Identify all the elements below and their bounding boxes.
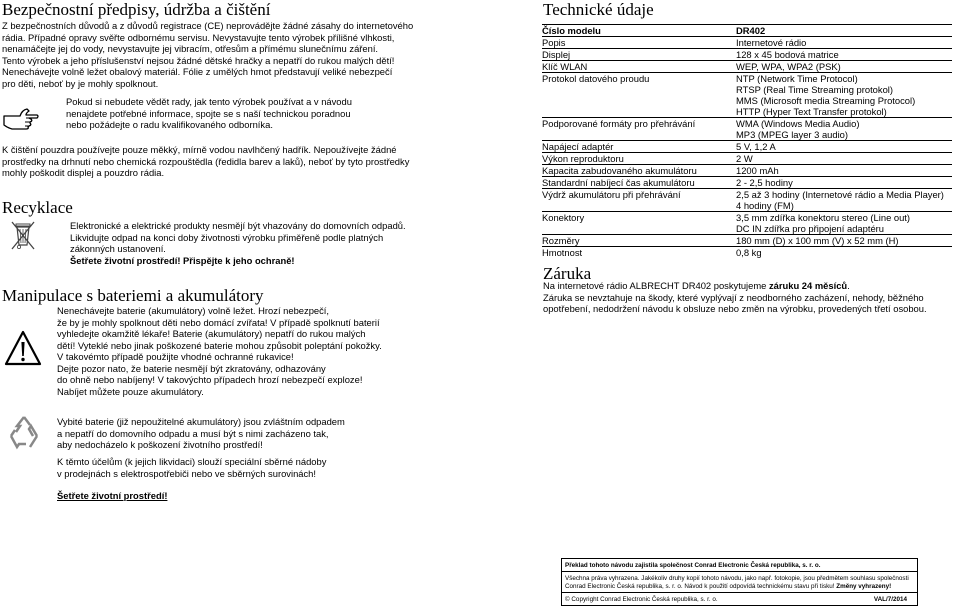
tech-label: Napájecí adaptér xyxy=(542,141,614,152)
tech-value: 4 hodiny (FM) xyxy=(736,200,794,211)
tech-value: NTP (Network Time Protocol) xyxy=(736,73,858,84)
tech-value: HTTP (Hyper Text Transfer protokol) xyxy=(736,106,887,117)
text-line: Nenechávejte volně ležet obalový materiál. Fólie z umělých hmot představují veliké nebezpečí xyxy=(2,66,393,77)
text-line: K těmto účelům (k jejich likvidaci) slouží speciální sběrné nádoby xyxy=(57,456,327,467)
tech-value: MP3 (MPEG layer 3 audio) xyxy=(736,129,849,140)
footer-rights-text-2 xyxy=(565,583,914,591)
tech-value: 5 V, 1,2 A xyxy=(736,141,776,152)
text-line: Dejte pozor nato, že baterie nesmějí být zkratovány, odhazovány xyxy=(57,362,326,374)
battery-disposal xyxy=(57,416,345,451)
battery-collection xyxy=(57,456,326,479)
footer-rights-text: Všechna práva vyhrazena. Jakékoliv druhy kopií tohoto návodu, jako např. fotokopie, jsou předmětem souhlasu společnosti xyxy=(565,575,909,582)
cleaning-paragraph xyxy=(2,144,409,179)
text-line: Tento výrobek a jeho příslušenství nejsou žádné dětské hračky a nepatří do rukou malých dětí! xyxy=(2,54,395,66)
tech-title: Technické údaje xyxy=(543,0,654,19)
tech-label: Výdrž akumulátoru při přehrávání xyxy=(542,189,681,200)
tech-row xyxy=(542,211,952,234)
tech-label: Konektory xyxy=(542,212,585,223)
text-line: nenajdete potřebné informace, spojte se s naší technickou poradnou xyxy=(66,107,351,119)
tech-value: 180 mm (D) x 100 mm (V) x 52 mm (H) xyxy=(736,235,899,246)
recycling-title: Recyklace xyxy=(2,198,73,217)
text-line: K čištění pouzdra používejte pouze měkký, mírně vodou navlhčený hadřík. Nepoužívejte žádné xyxy=(2,144,397,155)
tech-value: 3,5 mm zdířka konektoru stereo (Line out) xyxy=(736,212,911,223)
text-line: V takovémto případě použijte vhodné ochranné rukavice! xyxy=(57,351,294,362)
tech-label: Hmotnost xyxy=(542,247,583,258)
tech-value: 128 x 45 bodová matrice xyxy=(736,49,839,60)
footer-translation xyxy=(562,559,917,572)
text-line: do ohně nebo nabíjeny! V takovýchto případech hrozí nebezpečí exploze! xyxy=(57,374,363,385)
tech-value: WMA (Windows Media Audio) xyxy=(736,118,860,129)
tech-label: Displej xyxy=(542,49,571,60)
tech-label: Klíč WLAN xyxy=(542,61,588,72)
text-line: Z bezpečnostních důvodů a z důvodů registrace (CE) neprovádějte žádné zásahy do internetového xyxy=(2,20,414,31)
tech-value: 2,5 až 3 hodiny (Internetové rádio a Media Player) xyxy=(736,189,944,200)
text-line: Nabíjet můžete pouze akumulátory. xyxy=(57,385,204,397)
text-line: mohly poškodit displej a pouzdro rádia. xyxy=(2,167,165,178)
recycling-text xyxy=(70,220,406,266)
tech-row xyxy=(542,72,952,117)
tech-row xyxy=(542,140,952,152)
text-line: Likvidujte odpad na konci doby životnosti výrobku přiměřeně podle platných xyxy=(70,231,384,243)
footer-rights-prefix: Conrad Electronic Česká republika, s. r. o. Návod k použití odpovídá technickému stavu při tisku! xyxy=(565,582,837,590)
tech-row xyxy=(542,234,952,246)
warranty-text xyxy=(543,280,927,315)
maintenance-title: Bezpečnostní předpisy, údržba a čištění xyxy=(2,0,271,19)
tech-row xyxy=(542,164,952,176)
footer-copyright-text: © Copyright Conrad Electronic Česká republika, s. r. o. xyxy=(565,596,718,603)
text-line: Vybité baterie (již nepoužitelné akumulátory) jsou zvláštním odpadem xyxy=(57,416,345,427)
text-line: Elektronické a elektrické produkty nesmějí být vhazovány do domovních odpadů. xyxy=(70,220,406,231)
warning-triangle-icon xyxy=(4,330,42,366)
tech-row xyxy=(542,152,952,164)
text-line: dětí! Vyteklé nebo jinak poškozené baterie mohou způsobit poleptání pokožky. xyxy=(57,339,382,351)
tech-value: MMS (Microsoft media Streaming Protocol) xyxy=(736,95,916,106)
warranty-period: záruku 24 měsíců xyxy=(768,280,848,291)
tech-value: 2 W xyxy=(736,153,753,164)
tech-value: DR402 xyxy=(736,25,766,36)
advice-note xyxy=(66,96,352,131)
pointing-hand-icon xyxy=(2,106,40,130)
text-line: pro děti, neboť by je mohly spolknout. xyxy=(2,77,159,89)
tech-row xyxy=(542,36,952,48)
footer-code: VAL/7/2014 xyxy=(873,596,907,603)
batteries-title: Manipulace s bateriemi a akumulátory xyxy=(2,286,264,305)
tech-value: Internetové rádio xyxy=(736,37,807,48)
tech-label: Kapacita zabudovaného akumulátoru xyxy=(542,165,697,176)
tech-label: Výkon reproduktoru xyxy=(542,153,624,164)
crossed-bin-icon xyxy=(8,218,38,252)
battery-emphasis-wrap xyxy=(57,490,167,502)
battery-warning xyxy=(57,305,382,397)
text-line: že by je mohly spolknout děti nebo domácí zvířata! V případě spolknutí baterií xyxy=(57,316,380,328)
tech-label: Popis xyxy=(542,37,566,48)
tech-label: Číslo modelu xyxy=(542,25,601,36)
text-line: rádia. Případné opravy svěřte odbornému servisu. Nevystavujte tento výrobek přílišné vlhkosti, xyxy=(2,31,395,43)
tech-value: RTSP (Real Time Streaming protokol) xyxy=(736,84,894,95)
text-line: zákonných ustanovení. xyxy=(70,243,166,254)
tech-value: WEP, WPA, WPA2 (PSK) xyxy=(736,61,841,72)
text-line: nebo požádejte o radu kvalifikovaného odborníka. xyxy=(66,119,273,130)
text-line: Pokud si nebudete vědět rady, jak tento výrobek používat a v návodu xyxy=(66,96,352,107)
footer-translation-text: Překlad tohoto návodu zajistila společnost Conrad Electronic Česká republika, s. r. o. xyxy=(565,562,821,569)
text-line: a nepatří do domovního odpadu a musí být s nimi zacházeno tak, xyxy=(57,427,329,439)
recycling-emphasis: Šetřete životní prostředí! Přispějte k jeho ochraně! xyxy=(70,254,295,266)
footer-rights xyxy=(562,573,917,593)
tech-label: Protokol datového proudu xyxy=(542,73,650,84)
text-line: Záruka se nevztahuje na škody, které vyplývají z neodborného zacházení, nehody, běžného xyxy=(543,291,924,303)
text-line: prostředky na drhnutí nebo chemická rozpouštědla (ředidla barev a laků), neboť by tyto prostředky xyxy=(2,155,410,167)
battery-recycling-icon xyxy=(6,414,42,452)
tech-value: 2 - 2,5 hodiny xyxy=(736,177,793,188)
tech-row xyxy=(542,117,952,140)
footer-changes: Změny vyhrazeny! xyxy=(836,582,892,590)
tech-value: 1200 mAh xyxy=(736,165,779,176)
tech-label: Podporované formáty pro přehrávání xyxy=(542,118,696,129)
text-line: v prodejnách s elektrospotřebiči nebo ve sběrných surovinách! xyxy=(57,467,316,479)
battery-emphasis: Šetřete životní prostředí! xyxy=(57,490,168,501)
text-line: opotřebení, nedodržení návodu k obsluze nebo změn na výrobku, provedených třetí osobou. xyxy=(543,303,927,314)
tech-row xyxy=(542,246,952,258)
tech-label: Rozměry xyxy=(542,235,580,246)
maintenance-paragraph xyxy=(2,20,413,89)
tech-value: 0,8 kg xyxy=(736,247,762,258)
warranty-title: Záruka xyxy=(543,264,592,283)
tech-value: DC IN zdířka pro připojení adaptéru xyxy=(736,223,884,234)
text-line xyxy=(543,280,927,292)
text-line: Nenechávejte baterie (akumulátory) volně ležet. Hrozí nebezpečí, xyxy=(57,305,330,316)
tech-row xyxy=(542,48,952,60)
text-line: aby nedocházelo k poškození životního prostředí! xyxy=(57,439,263,450)
tech-row xyxy=(542,176,952,188)
warranty-prefix: Na internetové rádio ALBRECHT DR402 poskytujeme xyxy=(543,280,769,291)
tech-table xyxy=(542,24,952,258)
tech-row xyxy=(542,24,952,36)
tech-label: Standardní nabíjecí čas akumulátoru xyxy=(542,177,695,188)
text-line: vyhledejte okamžitě lékaře! Baterie (akumulátory) nepatří do rukou malých xyxy=(57,328,366,339)
tech-row xyxy=(542,188,952,211)
tech-row xyxy=(542,60,952,72)
text-line: nenamáčejte jej do vody, nevystavujte jej vibracím, otřesům a přímému slunečnímu záření. xyxy=(2,43,379,54)
footer-copyright xyxy=(562,594,917,607)
warranty-suffix: . xyxy=(847,280,850,291)
footer-box xyxy=(561,558,918,606)
